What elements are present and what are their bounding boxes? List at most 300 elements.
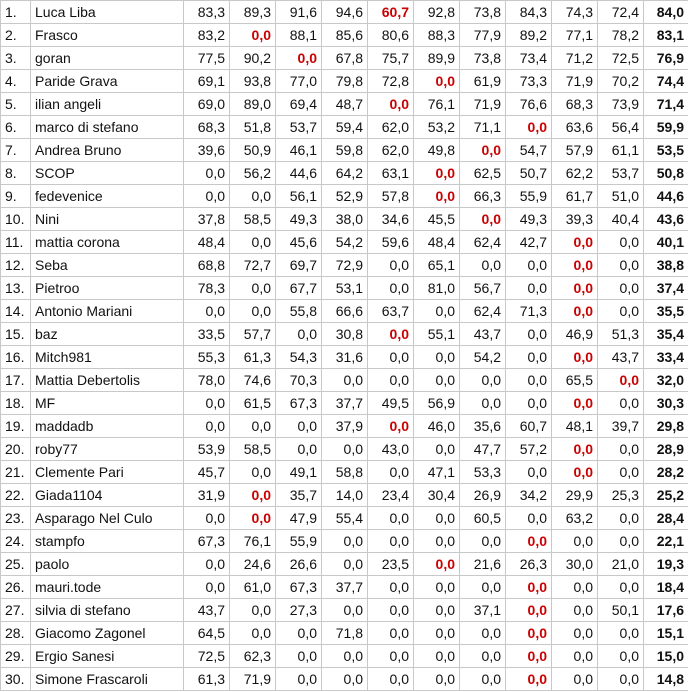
score-cell: 69,1 xyxy=(184,70,230,93)
player-name-cell: Antonio Mariani xyxy=(31,300,184,323)
score-cell: 0,0 xyxy=(322,645,368,668)
score-cell: 0,0 xyxy=(460,392,506,415)
score-cell: 55,9 xyxy=(276,530,322,553)
score-cell: 72,9 xyxy=(322,254,368,277)
score-cell: 48,4 xyxy=(184,231,230,254)
rank-cell: 29. xyxy=(1,645,31,668)
score-cell: 0,0 xyxy=(552,622,598,645)
score-cell: 54,2 xyxy=(322,231,368,254)
rank-cell: 1. xyxy=(1,1,31,24)
score-cell: 0,0 xyxy=(414,162,460,185)
score-cell: 54,2 xyxy=(460,346,506,369)
score-cell: 0,0 xyxy=(460,645,506,668)
player-name-cell: MF xyxy=(31,392,184,415)
score-cell: 53,2 xyxy=(414,116,460,139)
score-cell: 39,3 xyxy=(552,208,598,231)
score-cell: 0,0 xyxy=(368,530,414,553)
total-cell: 74,4 xyxy=(644,70,688,93)
score-cell: 0,0 xyxy=(414,530,460,553)
score-cell: 78,2 xyxy=(598,24,644,47)
score-cell: 26,3 xyxy=(506,553,552,576)
score-cell: 0,0 xyxy=(414,438,460,461)
score-cell: 71,9 xyxy=(460,93,506,116)
score-cell: 0,0 xyxy=(506,323,552,346)
score-cell: 0,0 xyxy=(598,392,644,415)
score-cell: 0,0 xyxy=(368,668,414,691)
score-cell: 0,0 xyxy=(598,300,644,323)
score-cell: 49,8 xyxy=(414,139,460,162)
score-cell: 0,0 xyxy=(460,208,506,231)
player-name-cell: Asparago Nel Culo xyxy=(31,507,184,530)
score-cell: 0,0 xyxy=(506,392,552,415)
rank-cell: 27. xyxy=(1,599,31,622)
rank-cell: 10. xyxy=(1,208,31,231)
table-row xyxy=(1,1,688,24)
player-name-cell: Giacomo Zagonel xyxy=(31,622,184,645)
score-cell: 0,0 xyxy=(230,277,276,300)
score-cell: 52,9 xyxy=(322,185,368,208)
score-cell: 55,1 xyxy=(414,323,460,346)
score-cell: 0,0 xyxy=(230,231,276,254)
total-cell: 15,1 xyxy=(644,622,688,645)
total-cell: 71,4 xyxy=(644,93,688,116)
score-cell: 39,7 xyxy=(598,415,644,438)
rank-cell: 30. xyxy=(1,668,31,691)
score-cell: 56,9 xyxy=(414,392,460,415)
score-cell: 29,9 xyxy=(552,484,598,507)
player-name-cell: Paride Grava xyxy=(31,70,184,93)
score-cell: 76,1 xyxy=(230,530,276,553)
table-row xyxy=(1,70,688,93)
score-cell: 67,3 xyxy=(276,576,322,599)
score-cell: 76,6 xyxy=(506,93,552,116)
score-cell: 0,0 xyxy=(552,576,598,599)
score-cell: 62,5 xyxy=(460,162,506,185)
score-cell: 0,0 xyxy=(276,668,322,691)
score-cell: 69,7 xyxy=(276,254,322,277)
player-name-cell: goran xyxy=(31,47,184,70)
score-cell: 46,0 xyxy=(414,415,460,438)
score-cell: 89,0 xyxy=(230,93,276,116)
table-row xyxy=(1,553,688,576)
score-cell: 0,0 xyxy=(506,346,552,369)
score-cell: 59,4 xyxy=(322,116,368,139)
score-cell: 27,3 xyxy=(276,599,322,622)
score-cell: 49,3 xyxy=(506,208,552,231)
total-cell: 76,9 xyxy=(644,47,688,70)
score-cell: 71,3 xyxy=(506,300,552,323)
score-cell: 69,0 xyxy=(184,93,230,116)
score-cell: 21,0 xyxy=(598,553,644,576)
score-cell: 60,7 xyxy=(506,415,552,438)
score-cell: 26,9 xyxy=(460,484,506,507)
score-cell: 0,0 xyxy=(276,323,322,346)
total-cell: 14,8 xyxy=(644,668,688,691)
score-cell: 50,7 xyxy=(506,162,552,185)
score-cell: 39,6 xyxy=(184,139,230,162)
score-cell: 0,0 xyxy=(230,300,276,323)
rank-cell: 16. xyxy=(1,346,31,369)
score-cell: 0,0 xyxy=(460,530,506,553)
score-cell: 38,0 xyxy=(322,208,368,231)
rank-cell: 15. xyxy=(1,323,31,346)
score-cell: 0,0 xyxy=(598,530,644,553)
score-cell: 35,7 xyxy=(276,484,322,507)
score-cell: 63,6 xyxy=(552,116,598,139)
score-cell: 0,0 xyxy=(506,254,552,277)
score-cell: 70,3 xyxy=(276,369,322,392)
player-name-cell: fedevenice xyxy=(31,185,184,208)
table-row xyxy=(1,24,688,47)
score-cell: 62,3 xyxy=(230,645,276,668)
score-cell: 0,0 xyxy=(184,415,230,438)
score-cell: 0,0 xyxy=(506,622,552,645)
rank-cell: 25. xyxy=(1,553,31,576)
total-cell: 30,3 xyxy=(644,392,688,415)
table-row xyxy=(1,438,688,461)
player-name-cell: Simone Frascaroli xyxy=(31,668,184,691)
score-cell: 0,0 xyxy=(368,323,414,346)
score-cell: 51,8 xyxy=(230,116,276,139)
rank-cell: 9. xyxy=(1,185,31,208)
score-cell: 30,4 xyxy=(414,484,460,507)
score-cell: 72,5 xyxy=(598,47,644,70)
score-cell: 81,0 xyxy=(414,277,460,300)
score-cell: 94,6 xyxy=(322,1,368,24)
score-cell: 57,9 xyxy=(552,139,598,162)
score-cell: 23,5 xyxy=(368,553,414,576)
score-cell: 61,1 xyxy=(598,139,644,162)
score-cell: 0,0 xyxy=(552,300,598,323)
score-cell: 0,0 xyxy=(552,392,598,415)
score-cell: 23,4 xyxy=(368,484,414,507)
score-cell: 55,8 xyxy=(276,300,322,323)
score-cell: 79,8 xyxy=(322,70,368,93)
table-row xyxy=(1,300,688,323)
score-cell: 68,8 xyxy=(184,254,230,277)
score-cell: 56,4 xyxy=(598,116,644,139)
score-cell: 0,0 xyxy=(184,553,230,576)
score-cell: 37,1 xyxy=(460,599,506,622)
score-cell: 0,0 xyxy=(414,622,460,645)
score-cell: 45,7 xyxy=(184,461,230,484)
score-cell: 48,1 xyxy=(552,415,598,438)
score-cell: 88,1 xyxy=(276,24,322,47)
score-cell: 74,6 xyxy=(230,369,276,392)
score-cell: 31,6 xyxy=(322,346,368,369)
score-cell: 57,2 xyxy=(506,438,552,461)
table-row xyxy=(1,323,688,346)
score-cell: 0,0 xyxy=(368,461,414,484)
score-cell: 0,0 xyxy=(230,24,276,47)
score-cell: 61,0 xyxy=(230,576,276,599)
score-cell: 42,7 xyxy=(506,231,552,254)
score-cell: 62,2 xyxy=(552,162,598,185)
score-cell: 21,6 xyxy=(460,553,506,576)
score-cell: 77,9 xyxy=(460,24,506,47)
total-cell: 29,8 xyxy=(644,415,688,438)
score-cell: 56,1 xyxy=(276,185,322,208)
score-cell: 49,1 xyxy=(276,461,322,484)
table-row xyxy=(1,277,688,300)
score-cell: 0,0 xyxy=(368,93,414,116)
score-cell: 57,7 xyxy=(230,323,276,346)
score-cell: 30,8 xyxy=(322,323,368,346)
table-row xyxy=(1,530,688,553)
score-cell: 0,0 xyxy=(276,415,322,438)
score-cell: 48,7 xyxy=(322,93,368,116)
score-cell: 0,0 xyxy=(552,438,598,461)
score-cell: 0,0 xyxy=(414,70,460,93)
total-cell: 35,5 xyxy=(644,300,688,323)
score-cell: 0,0 xyxy=(552,599,598,622)
score-cell: 67,7 xyxy=(276,277,322,300)
player-name-cell: silvia di stefano xyxy=(31,599,184,622)
score-cell: 0,0 xyxy=(552,668,598,691)
player-name-cell: stampfo xyxy=(31,530,184,553)
table-row xyxy=(1,139,688,162)
score-cell: 0,0 xyxy=(322,668,368,691)
score-cell: 0,0 xyxy=(276,47,322,70)
score-cell: 33,5 xyxy=(184,323,230,346)
score-cell: 0,0 xyxy=(506,668,552,691)
score-cell: 62,4 xyxy=(460,231,506,254)
score-cell: 37,9 xyxy=(322,415,368,438)
score-cell: 31,9 xyxy=(184,484,230,507)
score-cell: 0,0 xyxy=(414,599,460,622)
player-name-cell: marco di stefano xyxy=(31,116,184,139)
total-cell: 35,4 xyxy=(644,323,688,346)
score-cell: 0,0 xyxy=(414,300,460,323)
score-cell: 0,0 xyxy=(460,139,506,162)
player-name-cell: Clemente Pari xyxy=(31,461,184,484)
score-cell: 47,9 xyxy=(276,507,322,530)
player-name-cell: Giada1104 xyxy=(31,484,184,507)
score-cell: 0,0 xyxy=(506,599,552,622)
player-name-cell: Nini xyxy=(31,208,184,231)
score-cell: 25,3 xyxy=(598,484,644,507)
score-cell: 0,0 xyxy=(598,277,644,300)
player-name-cell: paolo xyxy=(31,553,184,576)
score-cell: 0,0 xyxy=(598,507,644,530)
score-cell: 0,0 xyxy=(414,576,460,599)
score-cell: 58,5 xyxy=(230,438,276,461)
score-cell: 89,3 xyxy=(230,1,276,24)
score-cell: 83,3 xyxy=(184,1,230,24)
score-cell: 84,3 xyxy=(506,1,552,24)
score-cell: 0,0 xyxy=(368,599,414,622)
score-cell: 50,1 xyxy=(598,599,644,622)
score-cell: 50,9 xyxy=(230,139,276,162)
score-cell: 59,8 xyxy=(322,139,368,162)
score-cell: 0,0 xyxy=(230,461,276,484)
table-row xyxy=(1,645,688,668)
total-cell: 33,4 xyxy=(644,346,688,369)
score-cell: 0,0 xyxy=(460,622,506,645)
score-cell: 0,0 xyxy=(322,369,368,392)
score-cell: 62,0 xyxy=(368,116,414,139)
score-cell: 67,3 xyxy=(276,392,322,415)
rank-cell: 20. xyxy=(1,438,31,461)
score-cell: 65,5 xyxy=(552,369,598,392)
score-cell: 90,2 xyxy=(230,47,276,70)
score-cell: 88,3 xyxy=(414,24,460,47)
score-cell: 34,2 xyxy=(506,484,552,507)
total-cell: 50,8 xyxy=(644,162,688,185)
score-cell: 73,3 xyxy=(506,70,552,93)
score-cell: 43,0 xyxy=(368,438,414,461)
rank-cell: 14. xyxy=(1,300,31,323)
player-name-cell: roby77 xyxy=(31,438,184,461)
score-cell: 55,3 xyxy=(184,346,230,369)
score-cell: 0,0 xyxy=(368,415,414,438)
score-cell: 61,5 xyxy=(230,392,276,415)
score-cell: 53,1 xyxy=(322,277,368,300)
score-cell: 0,0 xyxy=(230,622,276,645)
player-name-cell: Mitch981 xyxy=(31,346,184,369)
standings-rows xyxy=(1,1,688,691)
score-cell: 76,1 xyxy=(414,93,460,116)
score-cell: 71,9 xyxy=(230,668,276,691)
score-cell: 0,0 xyxy=(184,185,230,208)
score-cell: 64,2 xyxy=(322,162,368,185)
score-cell: 61,7 xyxy=(552,185,598,208)
table-row xyxy=(1,415,688,438)
score-cell: 53,9 xyxy=(184,438,230,461)
total-cell: 40,1 xyxy=(644,231,688,254)
score-cell: 65,1 xyxy=(414,254,460,277)
table-row xyxy=(1,369,688,392)
player-name-cell: Pietroo xyxy=(31,277,184,300)
score-cell: 60,7 xyxy=(368,1,414,24)
score-cell: 0,0 xyxy=(460,576,506,599)
score-cell: 0,0 xyxy=(506,507,552,530)
score-cell: 0,0 xyxy=(598,369,644,392)
rank-cell: 7. xyxy=(1,139,31,162)
rank-cell: 8. xyxy=(1,162,31,185)
score-cell: 0,0 xyxy=(184,576,230,599)
score-cell: 66,3 xyxy=(460,185,506,208)
rank-cell: 26. xyxy=(1,576,31,599)
score-cell: 0,0 xyxy=(414,185,460,208)
score-cell: 14,0 xyxy=(322,484,368,507)
score-cell: 66,6 xyxy=(322,300,368,323)
score-cell: 71,8 xyxy=(322,622,368,645)
score-cell: 37,7 xyxy=(322,576,368,599)
score-cell: 24,6 xyxy=(230,553,276,576)
table-row xyxy=(1,231,688,254)
score-cell: 78,0 xyxy=(184,369,230,392)
score-cell: 72,7 xyxy=(230,254,276,277)
score-cell: 0,0 xyxy=(598,668,644,691)
rank-cell: 12. xyxy=(1,254,31,277)
score-cell: 0,0 xyxy=(184,392,230,415)
score-cell: 77,0 xyxy=(276,70,322,93)
score-cell: 0,0 xyxy=(552,645,598,668)
rank-cell: 3. xyxy=(1,47,31,70)
score-cell: 26,6 xyxy=(276,553,322,576)
score-cell: 51,0 xyxy=(598,185,644,208)
score-cell: 63,2 xyxy=(552,507,598,530)
score-cell: 0,0 xyxy=(368,622,414,645)
total-cell: 37,4 xyxy=(644,277,688,300)
score-cell: 0,0 xyxy=(552,530,598,553)
score-cell: 35,6 xyxy=(460,415,506,438)
score-cell: 78,3 xyxy=(184,277,230,300)
rank-cell: 28. xyxy=(1,622,31,645)
rank-cell: 21. xyxy=(1,461,31,484)
score-cell: 46,1 xyxy=(276,139,322,162)
score-cell: 53,7 xyxy=(276,116,322,139)
table-row xyxy=(1,185,688,208)
rank-cell: 17. xyxy=(1,369,31,392)
score-cell: 0,0 xyxy=(460,668,506,691)
player-name-cell: maddadb xyxy=(31,415,184,438)
score-cell: 0,0 xyxy=(184,162,230,185)
total-cell: 59,9 xyxy=(644,116,688,139)
table-row xyxy=(1,599,688,622)
total-cell: 38,8 xyxy=(644,254,688,277)
rank-cell: 6. xyxy=(1,116,31,139)
score-cell: 93,8 xyxy=(230,70,276,93)
score-cell: 0,0 xyxy=(230,484,276,507)
score-cell: 73,8 xyxy=(460,47,506,70)
score-cell: 61,3 xyxy=(184,668,230,691)
score-cell: 64,5 xyxy=(184,622,230,645)
score-cell: 49,3 xyxy=(276,208,322,231)
score-cell: 54,7 xyxy=(506,139,552,162)
score-cell: 68,3 xyxy=(552,93,598,116)
score-cell: 63,1 xyxy=(368,162,414,185)
score-cell: 0,0 xyxy=(322,438,368,461)
score-cell: 0,0 xyxy=(506,116,552,139)
score-cell: 0,0 xyxy=(506,576,552,599)
table-row xyxy=(1,208,688,231)
score-cell: 0,0 xyxy=(368,346,414,369)
score-cell: 0,0 xyxy=(368,277,414,300)
player-name-cell: Frasco xyxy=(31,24,184,47)
score-cell: 0,0 xyxy=(552,277,598,300)
score-cell: 0,0 xyxy=(598,438,644,461)
score-cell: 67,8 xyxy=(322,47,368,70)
score-cell: 69,4 xyxy=(276,93,322,116)
score-cell: 0,0 xyxy=(184,300,230,323)
score-cell: 0,0 xyxy=(552,254,598,277)
rank-cell: 18. xyxy=(1,392,31,415)
score-cell: 54,3 xyxy=(276,346,322,369)
score-cell: 30,0 xyxy=(552,553,598,576)
total-cell: 25,2 xyxy=(644,484,688,507)
score-cell: 0,0 xyxy=(230,599,276,622)
score-cell: 61,3 xyxy=(230,346,276,369)
table-row xyxy=(1,461,688,484)
score-cell: 74,3 xyxy=(552,1,598,24)
score-cell: 0,0 xyxy=(506,461,552,484)
score-cell: 0,0 xyxy=(368,576,414,599)
rank-cell: 11. xyxy=(1,231,31,254)
score-cell: 0,0 xyxy=(460,254,506,277)
score-cell: 73,9 xyxy=(598,93,644,116)
player-name-cell: SCOP xyxy=(31,162,184,185)
score-cell: 43,7 xyxy=(184,599,230,622)
table-row xyxy=(1,484,688,507)
rank-cell: 23. xyxy=(1,507,31,530)
player-name-cell: Andrea Bruno xyxy=(31,139,184,162)
score-cell: 60,5 xyxy=(460,507,506,530)
table-row xyxy=(1,93,688,116)
rank-cell: 13. xyxy=(1,277,31,300)
score-cell: 0,0 xyxy=(414,668,460,691)
